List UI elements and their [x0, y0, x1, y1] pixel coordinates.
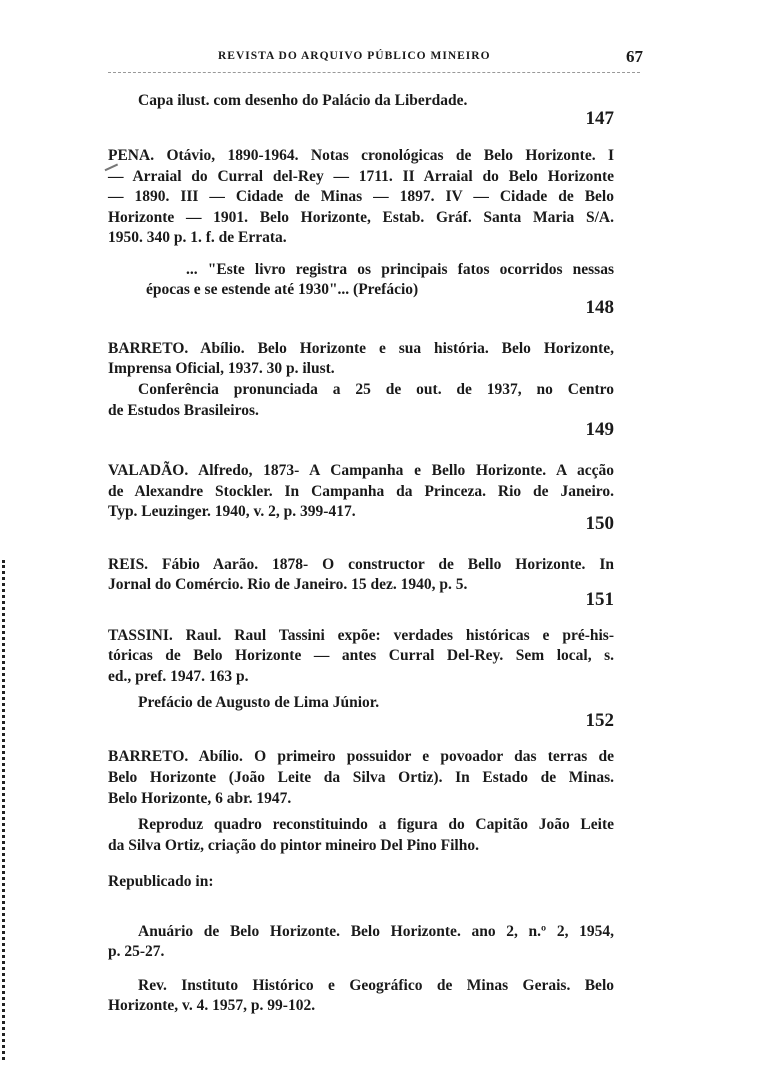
- note-line: Conferência pronunciada a 25 de out. de 1937, no Centro: [138, 381, 614, 398]
- running-header: REVISTA DO ARQUIVO PÚBLICO MINEIRO: [218, 50, 491, 62]
- note-line: Prefácio de Augusto de Lima Júnior.: [138, 694, 380, 711]
- citation-line: PENA. Otávio, 1890-1964. Notas cronológicas de Belo Horizonte. I: [108, 147, 614, 164]
- citation-line: — 1890. III — Cidade de Minas — 1897. IV — Cidade de Belo: [108, 188, 614, 205]
- citation-line: Horizonte — 1901. Belo Horizonte, Estab. Gráf. Santa Maria S/A.: [108, 209, 614, 226]
- citation-line: Jornal do Comércio. Rio de Janeiro. 15 dez. 1940, p. 5.: [108, 576, 468, 593]
- entry-number: 151: [585, 589, 614, 610]
- scan-binding-edge: [2, 560, 5, 1060]
- citation-line: Belo Horizonte, 6 abr. 1947.: [108, 790, 292, 807]
- intro-note: Capa ilust. com desenho do Palácio da Liberdade.: [138, 92, 468, 109]
- note-line: de Estudos Brasileiros.: [108, 402, 259, 419]
- entry-number: 152: [585, 710, 614, 731]
- note-line: Reproduz quadro reconstituindo a figura do Capitão João Leite: [138, 816, 614, 833]
- citation-line: Imprensa Oficial, 1937. 30 p. ilust.: [108, 360, 335, 377]
- citation-line: BARRETO. Abílio. O primeiro possuidor e povoador das terras de: [108, 748, 614, 765]
- citation-line: ed., pref. 1947. 163 p.: [108, 668, 249, 685]
- citation-line: Belo Horizonte (João Leite da Silva Ortiz). In Estado de Minas.: [108, 769, 614, 786]
- citation-line: BARRETO. Abílio. Belo Horizonte e sua história. Belo Horizonte,: [108, 340, 614, 357]
- entry-number: 147: [585, 108, 614, 129]
- citation-line: 1950. 340 p. 1. f. de Errata.: [108, 229, 287, 246]
- citation-line: de Alexandre Stockler. In Campanha da Princeza. Rio de Janeiro.: [108, 483, 614, 500]
- citation-line: Typ. Leuzinger. 1940, v. 2, p. 399-417.: [108, 503, 356, 520]
- page-number: 67: [626, 47, 643, 66]
- republished-line: Horizonte, v. 4. 1957, p. 99-102.: [108, 997, 316, 1014]
- entry-number: 150: [585, 513, 614, 534]
- republished-line: Anuário de Belo Horizonte. Belo Horizonte. ano 2, n.º 2, 1954,: [138, 923, 614, 940]
- header-rule: [108, 72, 640, 73]
- entry-number: 148: [585, 297, 614, 318]
- republished-line: p. 25-27.: [108, 943, 165, 960]
- entry-number: 149: [585, 419, 614, 440]
- citation-line: REIS. Fábio Aarão. 1878- O constructor de Bello Horizonte. In: [108, 556, 614, 573]
- citation-line: VALADÃO. Alfredo, 1873- A Campanha e Bello Horizonte. A acção: [108, 462, 614, 479]
- citation-line: tóricas de Belo Horizonte — antes Curral Del-Rey. Sem local, s.: [108, 647, 614, 664]
- republished-line: Rev. Instituto Histórico e Geográfico de Minas Gerais. Belo: [138, 977, 614, 994]
- citation-line: TASSINI. Raul. Raul Tassini expõe: verdades históricas e pré-his-: [108, 627, 614, 644]
- note-line: da Silva Ortiz, criação do pintor mineiro Del Pino Filho.: [108, 837, 479, 854]
- note-line: épocas e se estende até 1930"... (Prefácio): [146, 281, 419, 298]
- citation-line: — Arraial do Curral del-Rey — 1711. II Arraial do Belo Horizonte: [108, 168, 614, 185]
- note-line: ... "Este livro registra os principais fatos ocorridos nessas: [186, 261, 614, 278]
- republished-label: Republicado in:: [108, 873, 214, 890]
